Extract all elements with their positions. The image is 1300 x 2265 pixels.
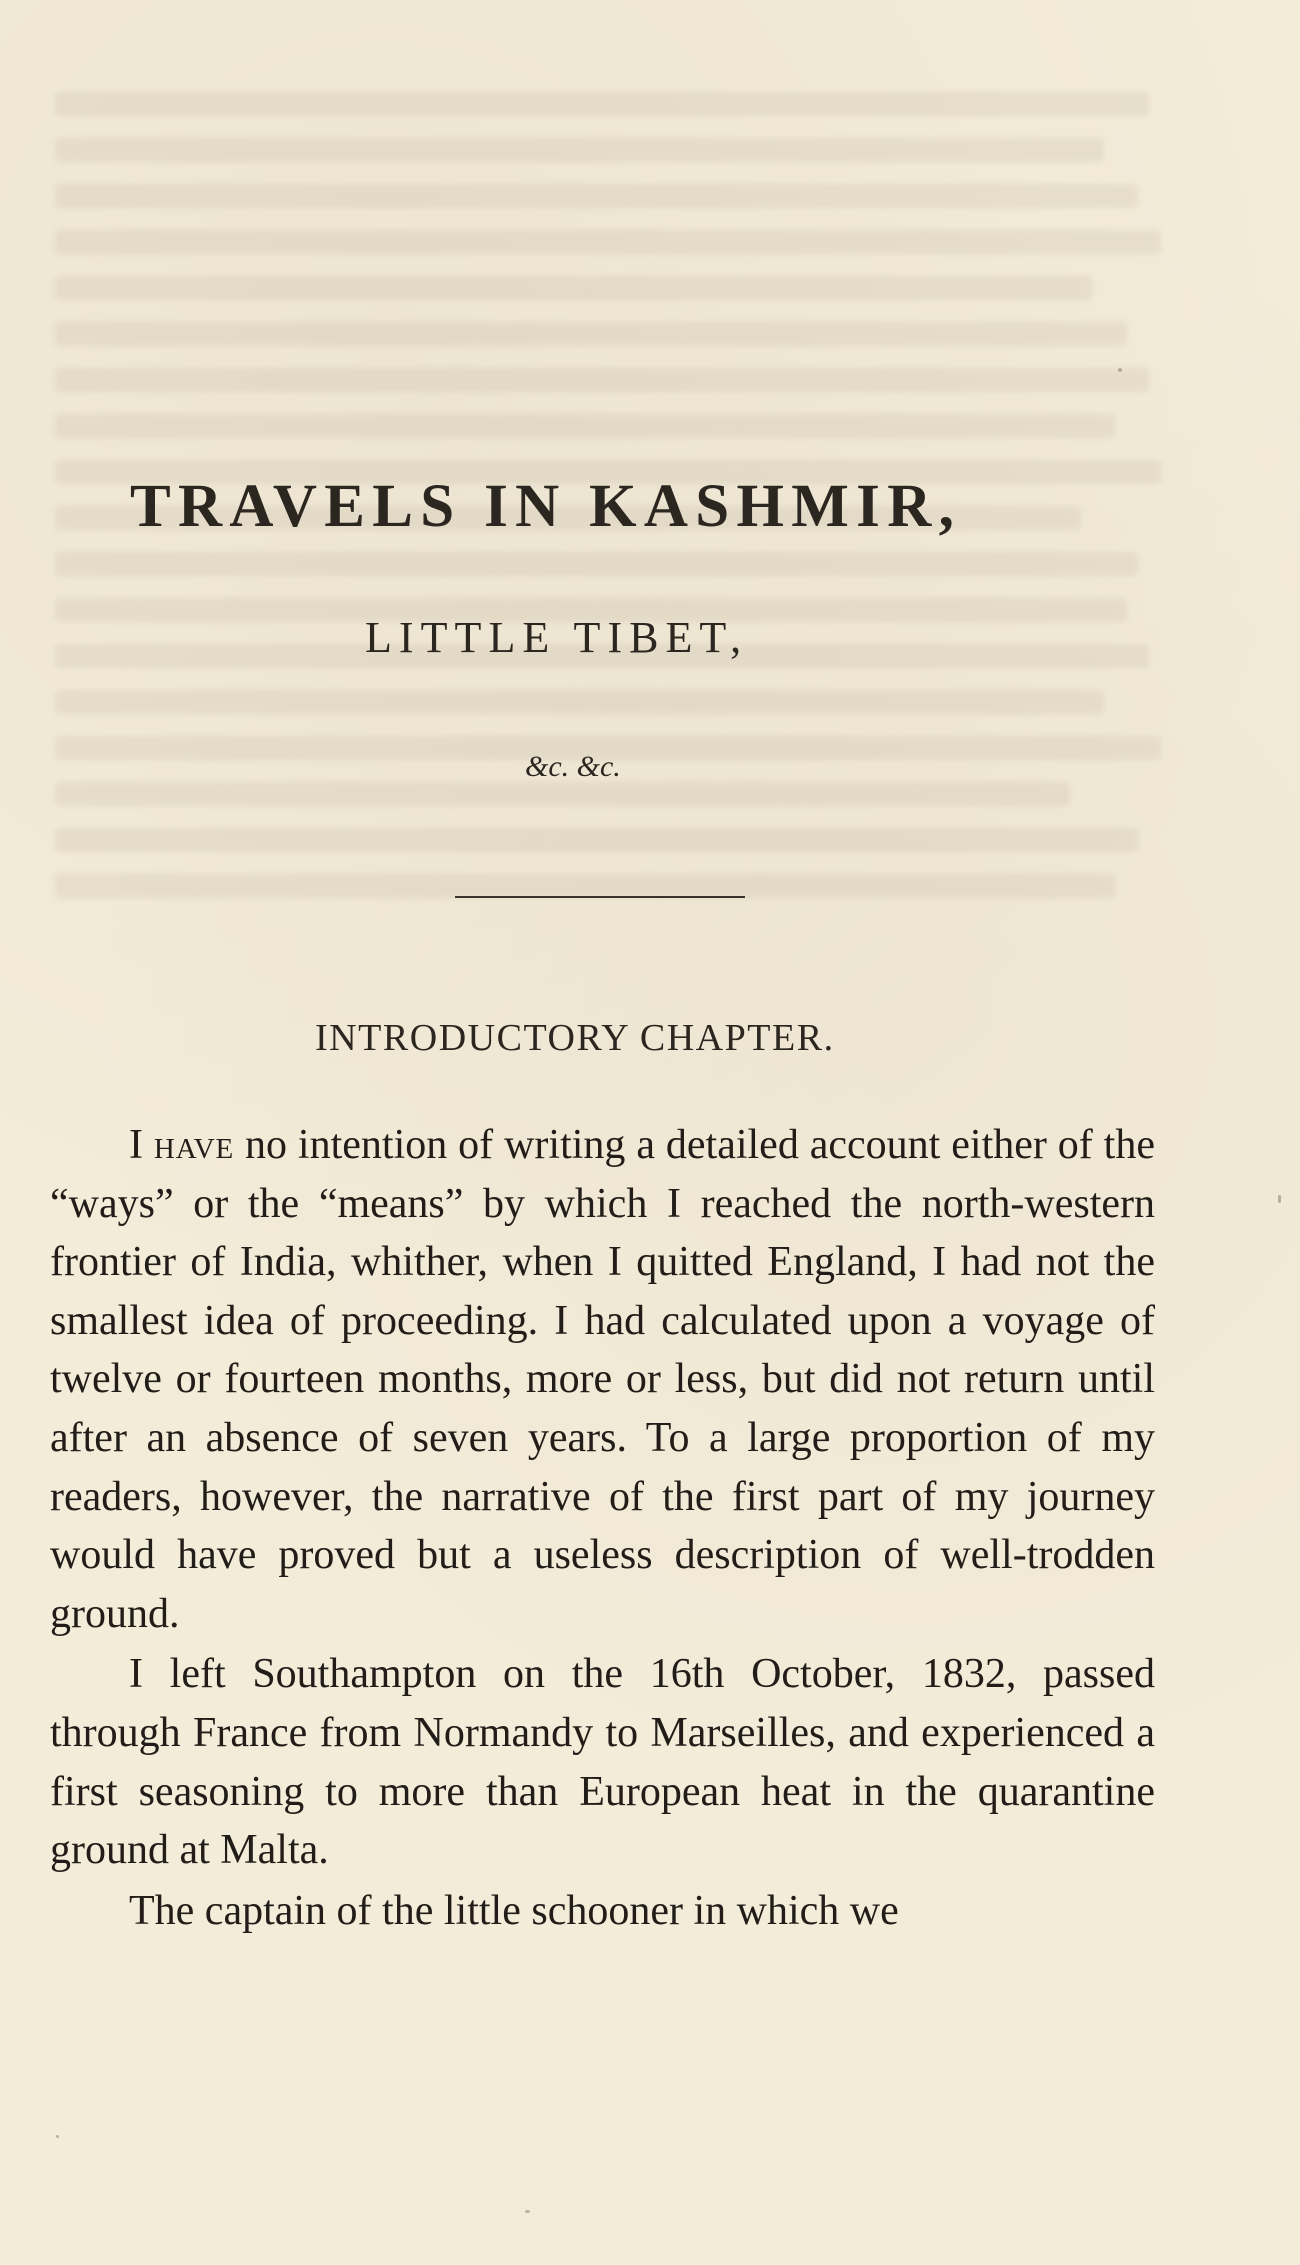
paragraph-1-text: no intention of writing a detailed account either of the “ways” or the “means” by which I reached the north-western frontier of India, whither, when I quitted England, I had not the smallest idea of proceeding. I had calculated upon a voyage of twelve or fourteen months, more or less, but did not return until after an absence of seven years. To a large proportion of my readers, however, the narrative of the first part of my journey would have proved but a useless description of well-trodden ground. (50, 1122, 1155, 1637)
chapter-heading: INTRODUCTORY CHAPTER. (315, 1017, 835, 1059)
bleed-through-text (55, 70, 1195, 1100)
paragraph-2: I left Southampton on the 16th October, 1832, passed through France from Normandy to Marseilles, and experienced a first seasoning to more than European heat in the quarantine ground at Malta. (50, 1651, 1155, 1874)
chapter-text (50, 1116, 1155, 1940)
book-title: TRAVELS IN KASHMIR, (130, 473, 962, 540)
title-rule (455, 896, 745, 898)
book-subtitle: LITTLE TIBET, (365, 613, 749, 662)
paragraph-1-small-caps: have (153, 1122, 235, 1168)
paragraph-1 (50, 1116, 1155, 1643)
paper-speck (1118, 368, 1122, 372)
paragraph-3: The captain of the little schooner in which we (129, 1887, 899, 1934)
title-etc: &c. &c. (525, 750, 621, 783)
paper-speck (1278, 1195, 1281, 1203)
paper-speck (56, 2135, 59, 2138)
paragraph-1-opening: I (129, 1122, 154, 1168)
paper-speck (525, 2210, 530, 2213)
